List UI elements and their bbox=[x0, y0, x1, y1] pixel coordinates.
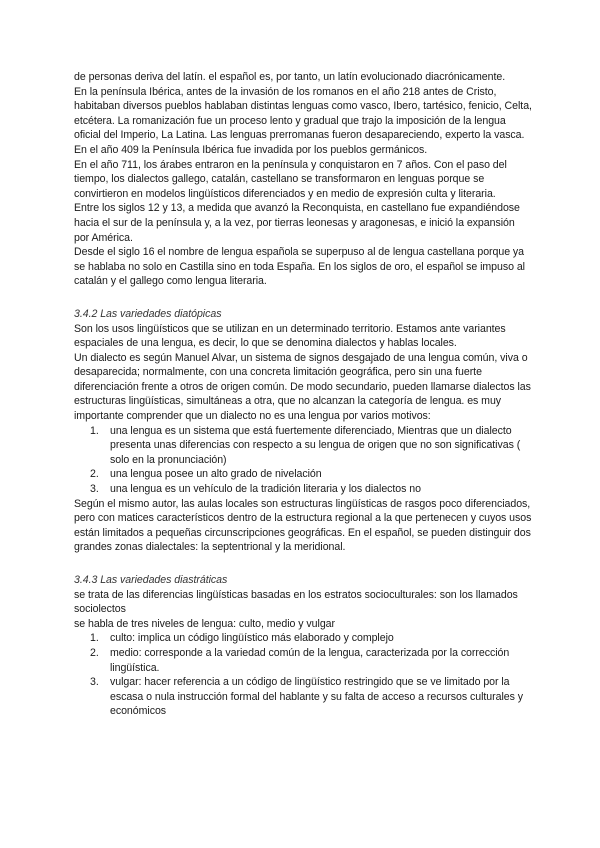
list-text: una lengua es un vehículo de la tradición literaria y los dialectos no bbox=[110, 483, 421, 496]
section-heading-diastraticas: 3.4.3 Las variedades diastráticas bbox=[74, 574, 228, 586]
list-item bbox=[74, 631, 532, 646]
diastraticas-paragraph-1: se trata de las diferencias lingüísticas basadas en los estratos socioculturales: son los llamados sociolectos bbox=[74, 588, 518, 616]
list-number: 1. bbox=[90, 424, 99, 437]
document-body bbox=[74, 70, 532, 719]
list-item bbox=[74, 675, 532, 719]
intro-paragraph-3: En el año 711, los árabes entraron en la península y conquistaron en 7 años. Con el paso del tiempo, los dialectos gallego, catalán, castellano se transformaron en lenguas porque se convirtieron en modelos lingüísticos diferenciados y en medio de expresión culta y literaria. bbox=[74, 158, 507, 200]
list-text: vulgar: hacer referencia a un código de lingüístico restringido que se ve limitado por la escasa o nula instrucción formal del hablante y su falta de acceso a recursos culturales y económicos bbox=[110, 676, 523, 718]
list-text: culto: implica un código lingüístico más elaborado y complejo bbox=[110, 632, 394, 645]
diastraticas-list bbox=[74, 631, 532, 719]
list-number: 2. bbox=[90, 468, 99, 481]
list-item bbox=[74, 646, 532, 675]
section-gap bbox=[74, 289, 532, 307]
intro-paragraph-4: Entre los siglos 12 y 13, a medida que avanzó la Reconquista, en castellano fue expandiéndose hacia el sur de la península y, a la vez, por tierras leonesas y aragonesas, e inició la expansión por América. bbox=[74, 202, 520, 244]
intro-paragraph-5: Desde el siglo 16 el nombre de lengua española se superpuso al de lengua castellana porque ya se hablaba no solo en Castilla sino en toda España. En los siglos de oro, el español se impuso al catalán y el gallego como lengua literaria. bbox=[74, 246, 525, 288]
list-number: 2. bbox=[90, 646, 99, 659]
diatopicas-list bbox=[74, 424, 532, 497]
diastraticas-paragraph-2: se habla de tres niveles de lengua: culto, medio y vulgar bbox=[74, 617, 335, 630]
list-number: 1. bbox=[90, 632, 99, 645]
diatopicas-paragraph-1: Son los usos lingüísticos que se utilizan en un determinado territorio. Estamos ante variantes espaciales de una lengua, es decir, lo que se denomina dialectos y hablas locales. bbox=[74, 322, 506, 350]
list-item bbox=[74, 467, 532, 482]
diatopicas-paragraph-3: Según el mismo autor, las aulas locales son estructuras lingüísticas de rasgos poco diferenciados, pero con matices característicos dentro de la estructura regional a la que pertenecen y cuyos usos están limitados a pequeñas circunscripciones geográficas. En el español, se pueden distinguir dos grandes zonas dialectales: la septentrional y la meridional. bbox=[74, 497, 532, 554]
list-text: una lengua es un sistema que está fuertemente diferenciado, Mientras que un dialecto presenta unas diferencias con respecto a su lengua de origen que no son significativas ( solo en la pronunciación) bbox=[110, 424, 521, 466]
list-number: 3. bbox=[90, 676, 99, 689]
section-heading-diatopicas: 3.4.2 Las variedades diatópicas bbox=[74, 307, 222, 320]
list-number: 3. bbox=[90, 483, 99, 496]
list-text: medio: corresponde a la variedad común de la lengua, caracterizada por la corrección lingüística. bbox=[110, 646, 510, 674]
list-item bbox=[74, 424, 532, 468]
list-text: una lengua posee un alto grado de nivelación bbox=[110, 468, 322, 481]
list-item bbox=[74, 482, 532, 497]
intro-paragraph-2: En la península Ibérica, antes de la invasión de los romanos en el año 218 antes de Cristo, habitaban diversos pueblos hablaban distintas lenguas como vasco, Ibero, tartésico, fenicio, Celta, etcétera. La romanización fue un proceso lento y gradual que trajo la imposición de la lengua oficial del Imperio, La Latina. Las lenguas prerromanas fueron desapareciendo, experto la vasca. En el año 409 la Península Ibérica fue invadida por los pueblos germánicos. bbox=[74, 85, 532, 156]
intro-paragraph-1: de personas deriva del latín. el español es, por tanto, un latín evolucionado diacrónicamente. bbox=[74, 71, 506, 83]
section-gap bbox=[74, 555, 532, 573]
diatopicas-paragraph-2: Un dialecto es según Manuel Alvar, un sistema de signos desgajado de una lengua común, viva o desaparecida; normalmente, con una concreta limitación geográfica, pero sin una fuerte diferenciación frente a otros de origen común. De modo secundario, pueden llamarse dialectos las estructuras lingüísticas, simultáneas a otra, que no alcanzan la categoría de lengua. es muy importante comprender que un dialecto no es una lengua por varios motivos: bbox=[74, 351, 531, 423]
